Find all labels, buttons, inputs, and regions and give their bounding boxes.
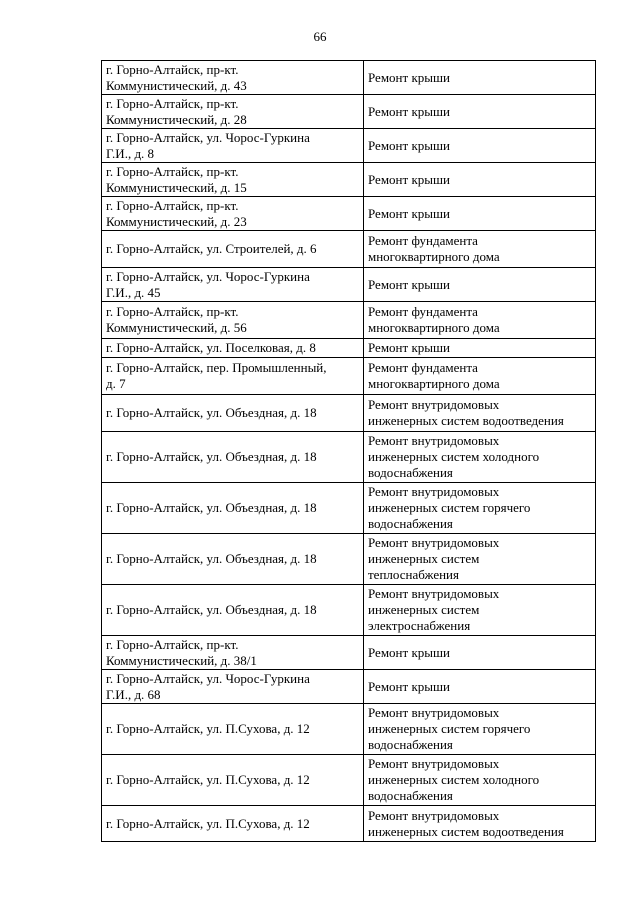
table-row xyxy=(102,302,596,339)
table-row xyxy=(102,61,596,95)
address-cell: г. Горно-Алтайск, пер. Промышленный, д. 7 xyxy=(102,358,364,395)
address-cell: г. Горно-Алтайск, пр-кт. Коммунистический, д. 43 xyxy=(102,61,364,95)
table-row xyxy=(102,704,596,755)
table-row xyxy=(102,339,596,358)
repair-works-table xyxy=(101,60,596,842)
table-row xyxy=(102,670,596,704)
work-type-cell: Ремонт крыши xyxy=(364,636,596,670)
table-row xyxy=(102,636,596,670)
work-type-cell: Ремонт внутридомовых инженерных систем горячего водоснабжения xyxy=(364,704,596,755)
address-cell: г. Горно-Алтайск, ул. Объездная, д. 18 xyxy=(102,432,364,483)
table-row xyxy=(102,534,596,585)
address-cell: г. Горно-Алтайск, пр-кт. Коммунистический, д. 15 xyxy=(102,163,364,197)
address-cell: г. Горно-Алтайск, ул. П.Сухова, д. 12 xyxy=(102,806,364,842)
work-type-cell: Ремонт внутридомовых инженерных систем теплоснабжения xyxy=(364,534,596,585)
table-row xyxy=(102,231,596,268)
page-number: 66 xyxy=(313,29,327,44)
address-cell: г. Горно-Алтайск, пр-кт. Коммунистический, д. 28 xyxy=(102,95,364,129)
table-row xyxy=(102,483,596,534)
address-cell: г. Горно-Алтайск, ул. Объездная, д. 18 xyxy=(102,483,364,534)
work-type-cell: Ремонт внутридомовых инженерных систем водоотведения xyxy=(364,806,596,842)
work-type-cell: Ремонт внутридомовых инженерных систем холодного водоснабжения xyxy=(364,755,596,806)
address-cell: г. Горно-Алтайск, пр-кт. Коммунистический, д. 23 xyxy=(102,197,364,231)
work-type-cell: Ремонт крыши xyxy=(364,129,596,163)
work-type-cell: Ремонт внутридомовых инженерных систем холодного водоснабжения xyxy=(364,432,596,483)
table-row xyxy=(102,755,596,806)
work-type-cell: Ремонт фундамента многоквартирного дома xyxy=(364,302,596,339)
table-row xyxy=(102,129,596,163)
address-cell: г. Горно-Алтайск, ул. Чорос-Гуркина Г.И., д. 68 xyxy=(102,670,364,704)
work-type-cell: Ремонт крыши xyxy=(364,61,596,95)
table-row xyxy=(102,806,596,842)
table-row xyxy=(102,585,596,636)
address-cell: г. Горно-Алтайск, пр-кт. Коммунистический, д. 56 xyxy=(102,302,364,339)
address-cell: г. Горно-Алтайск, ул. Объездная, д. 18 xyxy=(102,585,364,636)
work-type-cell: Ремонт крыши xyxy=(364,163,596,197)
address-cell: г. Горно-Алтайск, ул. П.Сухова, д. 12 xyxy=(102,755,364,806)
address-cell: г. Горно-Алтайск, ул. Объездная, д. 18 xyxy=(102,534,364,585)
work-type-cell: Ремонт внутридомовых инженерных систем водоотведения xyxy=(364,395,596,432)
work-type-cell: Ремонт крыши xyxy=(364,197,596,231)
address-cell: г. Горно-Алтайск, ул. Объездная, д. 18 xyxy=(102,395,364,432)
address-cell: г. Горно-Алтайск, ул. Строителей, д. 6 xyxy=(102,231,364,268)
work-type-cell: Ремонт внутридомовых инженерных систем горячего водоснабжения xyxy=(364,483,596,534)
table-row xyxy=(102,358,596,395)
table-row xyxy=(102,268,596,302)
work-type-cell: Ремонт крыши xyxy=(364,95,596,129)
address-cell: г. Горно-Алтайск, ул. Чорос-Гуркина Г.И., д. 45 xyxy=(102,268,364,302)
address-cell: г. Горно-Алтайск, ул. Чорос-Гуркина Г.И., д. 8 xyxy=(102,129,364,163)
address-cell: г. Горно-Алтайск, ул. Поселковая, д. 8 xyxy=(102,339,364,358)
table-row xyxy=(102,197,596,231)
table-body xyxy=(102,61,596,842)
table-row xyxy=(102,95,596,129)
table-row xyxy=(102,163,596,197)
work-type-cell: Ремонт фундамента многоквартирного дома xyxy=(364,358,596,395)
address-cell: г. Горно-Алтайск, пр-кт. Коммунистический, д. 38/1 xyxy=(102,636,364,670)
table-row xyxy=(102,432,596,483)
work-type-cell: Ремонт фундамента многоквартирного дома xyxy=(364,231,596,268)
work-type-cell: Ремонт крыши xyxy=(364,339,596,358)
address-cell: г. Горно-Алтайск, ул. П.Сухова, д. 12 xyxy=(102,704,364,755)
work-type-cell: Ремонт внутридомовых инженерных систем электроснабжения xyxy=(364,585,596,636)
work-type-cell: Ремонт крыши xyxy=(364,670,596,704)
work-type-cell: Ремонт крыши xyxy=(364,268,596,302)
table-row xyxy=(102,395,596,432)
